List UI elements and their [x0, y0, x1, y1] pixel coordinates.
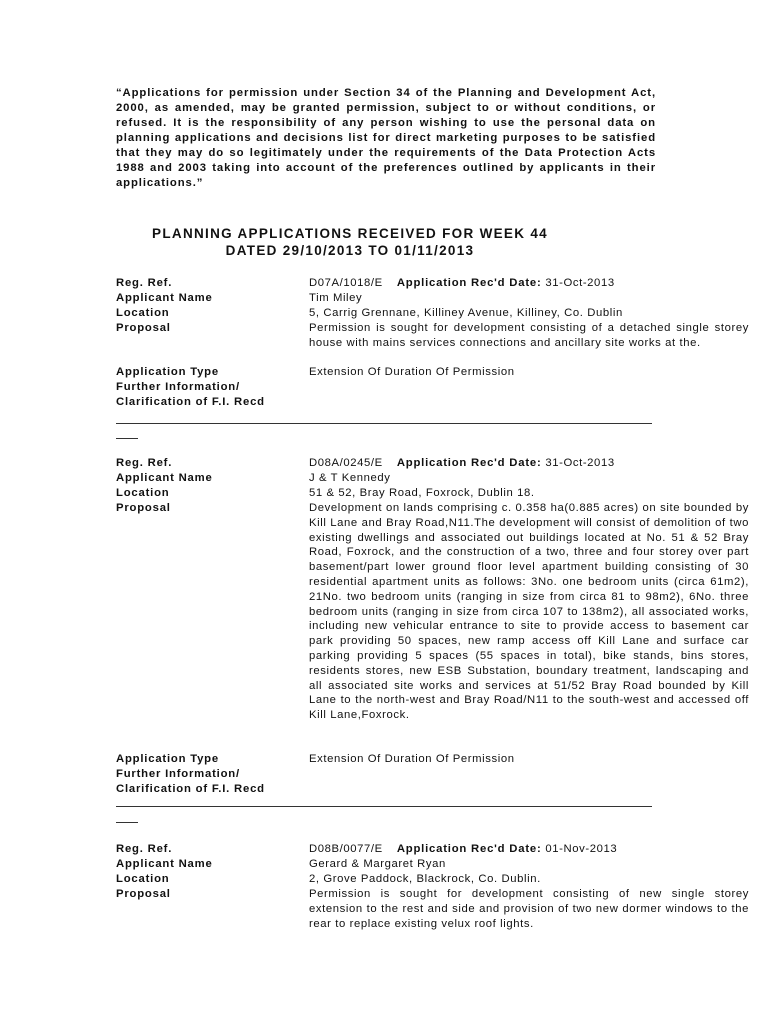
further-info-label: Further Information/ [116, 768, 240, 780]
separator-rule [116, 806, 652, 807]
clarification-label: Clarification of F.I. Recd [116, 396, 265, 408]
proposal-text: Permission is sought for development consisting of new single storey extension to the rest and side and provision of two new dormer windows to the rear to replace existing velux roof lights. [309, 888, 749, 930]
application-type-label: Application Type [116, 366, 219, 378]
application-type-label: Application Type [116, 753, 219, 765]
rec-date-value: 31-Oct-2013 [545, 277, 615, 289]
page-heading-line1: PLANNING APPLICATIONS RECEIVED FOR WEEK 44 [152, 226, 548, 241]
separator-rule [116, 423, 652, 424]
proposal-text: Development on lands comprising c. 0.358 ha(0.885 acres) on site bounded by Kill Lane and Bray Road,N11.The development will consist of demolition of two existing dwellings and associated out buildings located at No. 51 & 52 Bray Road, Foxrock, and the construction of a two, three and four storey over part basement/part lower ground floor level apartment building consisting of 30 residential apartment units as follows: 3No. one bedroom units (circa 61m2), 21No. two bedroom units (ranging in size from circa 81 to 98m2), 6No. three bedroom units (ranging in size from circa 107 to 138m2), all associated works, including new vehicular entrance to site to provide access to basement car park providing 50 spaces, new ramp access off Kill Lane and surface car parking providing 5 spaces (55 spaces in total), bike stands, bins stores, residents stores, new ESB Substation, boundary treatment, landscaping and all associated site works and services at 51/52 Bray Road bounded by Kill Lane to the north-west and Bray Road/N11 to the south-west and accessed off Kill Lane,Foxrock. [309, 502, 749, 722]
location-value: 5, Carrig Grennane, Killiney Avenue, Killiney, Co. Dublin [309, 307, 623, 319]
reg-ref-label: Reg. Ref. [116, 277, 173, 289]
rec-date-label: Application Rec'd Date: [396, 457, 542, 469]
applicant-name-label: Applicant Name [116, 472, 213, 484]
location-label: Location [116, 873, 170, 885]
data-protection-disclaimer: “Applications for permission under Section 34 of the Planning and Development Act, 2000, as amended, may be granted permission, subject to or without conditions, or refused. It is the responsibility of any person wishing to use the personal data on planning applications and decisions list for direct marketing purposes to be satisfied that they may do so legitimately under the requirements of the Data Protection Acts 1988 and 2003 taking into account of the preferences outlined by applicants in their applications.” [116, 87, 656, 189]
applicant-name-label: Applicant Name [116, 292, 213, 304]
application-type-value: Extension Of Duration Of Permission [309, 753, 515, 765]
applicant-name-label: Applicant Name [116, 858, 213, 870]
proposal-label: Proposal [116, 888, 171, 900]
reg-ref-value: D08B/0077/E Application Rec'd Date: 01-Nov-2013 [309, 843, 618, 855]
applicant-name-value: Tim Miley [309, 292, 363, 304]
reg-ref-label: Reg. Ref. [116, 843, 173, 855]
applicant-name-value: Gerard & Margaret Ryan [309, 858, 446, 870]
clarification-label: Clarification of F.I. Recd [116, 783, 265, 795]
applicant-name-value: J & T Kennedy [309, 472, 391, 484]
rec-date-label: Application Rec'd Date: [396, 843, 542, 855]
location-value: 2, Grove Paddock, Blackrock, Co. Dublin. [309, 873, 541, 885]
proposal-label: Proposal [116, 322, 171, 334]
location-label: Location [116, 307, 170, 319]
separator-rule-tail [116, 438, 138, 439]
page-heading-line2: DATED 29/10/2013 TO 01/11/2013 [225, 243, 475, 258]
reg-ref-label: Reg. Ref. [116, 457, 173, 469]
proposal-text: Permission is sought for development consisting of a detached single storey house with mains services connections and ancillary site works at the. [309, 322, 749, 349]
location-value: 51 & 52, Bray Road, Foxrock, Dublin 18. [309, 487, 535, 499]
reg-ref-value: D07A/1018/E Application Rec'd Date: 31-Oct-2013 [309, 277, 615, 289]
separator-rule-tail [116, 822, 138, 823]
further-info-label: Further Information/ [116, 381, 240, 393]
reg-ref-value: D08A/0245/E Application Rec'd Date: 31-Oct-2013 [309, 457, 615, 469]
rec-date-value: 01-Nov-2013 [545, 843, 618, 855]
rec-date-label: Application Rec'd Date: [396, 277, 542, 289]
application-type-value: Extension Of Duration Of Permission [309, 366, 515, 378]
rec-date-value: 31-Oct-2013 [545, 457, 615, 469]
proposal-label: Proposal [116, 502, 171, 514]
location-label: Location [116, 487, 170, 499]
